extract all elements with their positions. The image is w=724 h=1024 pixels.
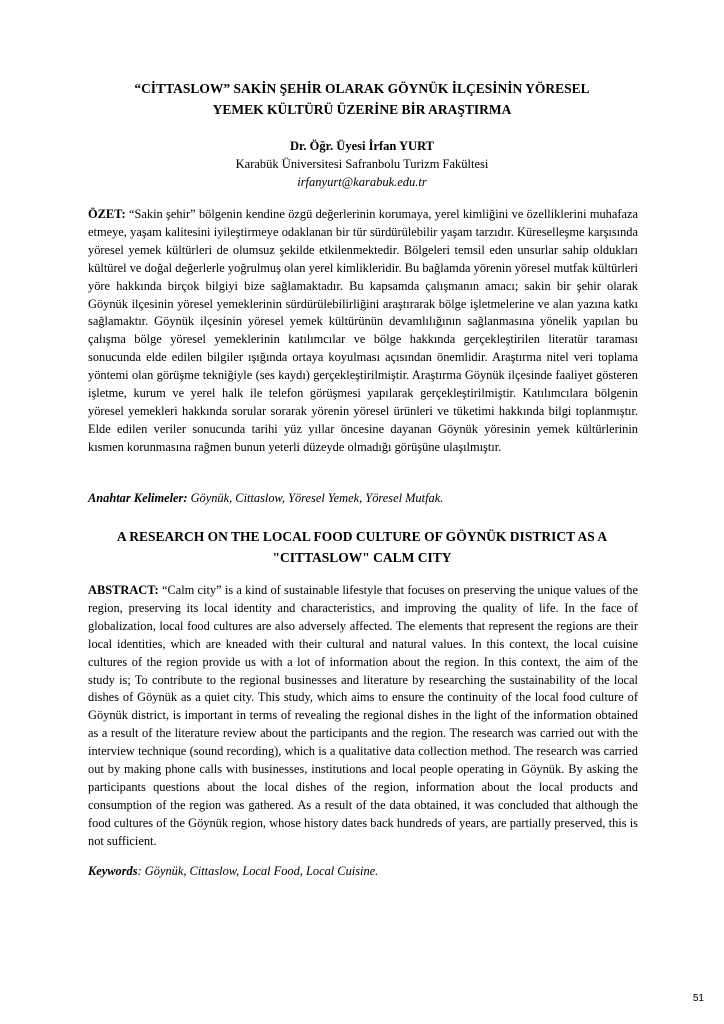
turkish-title (80, 78, 644, 120)
author-email[interactable]: irfanyurt@karabuk.edu.tr (297, 175, 427, 189)
turkish-abstract (88, 206, 638, 457)
turkish-abstract-label: ÖZET: (88, 207, 126, 221)
turkish-keywords-label: Anahtar Kelimeler: (88, 491, 188, 505)
english-abstract-text: “Calm city” is a kind of sustainable lifestyle that focuses on preserving the unique values of the region, preserving its local identity and characteristics, and improving the quality of life. In the face of globalization, local food cultures are also adversely affected. The elements that represent the regions are their local identities, which are kneaded with their cultural and natural values. In this context, the local cuisine cultures of the region provide us with a lot of information about the region. In this context, the aim of the study is; To contribute to the regional businesses and literature by researching the sustainability of the local dishes of Göynük as a quiet city. This study, which aims to ensure the continuity of the local food culture of Göynük district, is important in terms of revealing the regional dishes in the light of the information obtained as a result of the literature review about the participants and the region. The research was carried out with the interview technique (sound recording), which is a qualitative data collection method. The research was carried out by making phone calls with businesses, institutions and local people operating in Göynük. By asking the participants questions about the local dishes of the region, information about the local products and consumption of the region was gathered. As a result of the data obtained, it was concluded that although the food cultures of the Göynük region, whose history dates back hundreds of years, are partially preserved, this is not sufficient. (88, 583, 638, 848)
english-keywords (88, 862, 638, 880)
english-keywords-text: : Göynük, Cittaslow, Local Food, Local Cuisine. (137, 864, 379, 878)
author-block (80, 137, 644, 191)
turkish-title-line-1: “CİTTASLOW” SAKİN ŞEHİR OLARAK GÖYNÜK İLÇESİNİN YÖRESEL (134, 81, 590, 96)
english-abstract (88, 582, 638, 851)
page-number: 51 (692, 993, 704, 1004)
english-title (80, 526, 644, 568)
turkish-title-line-2: YEMEK KÜLTÜRÜ ÜZERİNE BİR ARAŞTIRMA (212, 102, 512, 117)
english-title-line-2: "CITTASLOW" CALM CITY (272, 550, 452, 565)
english-keywords-label: Keywords (88, 864, 138, 878)
turkish-keywords-text: Göynük, Cittaslow, Yöresel Yemek, Yöresel Mutfak. (187, 491, 444, 505)
author-name: Dr. Öğr. Üyesi İrfan YURT (289, 139, 434, 153)
author-affiliation: Karabük Üniversitesi Safranbolu Turizm Fakültesi (235, 157, 489, 171)
english-title-line-1: A RESEARCH ON THE LOCAL FOOD CULTURE OF GÖYNÜK DISTRICT AS A (116, 529, 608, 544)
turkish-abstract-text: “Sakin şehir” bölgenin kendine özgü değerlerinin korumaya, yerel kimliğini ve özelliklerini muhafaza etmeye, yaşam kalitesini iyileştirmeye odaklanan bir tür sürdürülebilir yaşam tarzıdır. Küreselleşme karşısında yöresel yemek kültürleri de olumsuz şekilde etkilenmektedir. Bölgeleri temsil eden unsurlar sahip oldukları kültürel ve doğal değerlerle yoğrulmuş olan yerel kimlikleridir. Bu bağlamda yörenin yöresel mutfak kültürleri yöre hakkında birçok bilgiyi bize sağlamaktadır. Bu kapsamda çalışmanın amacı; sakin bir şehir olarak Göynük ilçesinin yöresel yemeklerinin sürdürülebilirliğini araştırarak bölge işletmelerine ve alan yazına katkı sağlamaktır. Göynük ilçesinin yöresel yemek kültürünün devamlılığının sağlanmasına yönelik yapılan bu çalışma bölge yöresel yemeklerinin katılımcılar ve bölge hakkında gerçekleştirilen literatür taraması sonucunda elde edilen bilgiler ışığında ortaya koyulması açısından önemlidir. Araştırma nitel veri toplama yöntemi olan görüşme tekniğiyle (ses kaydı) gerçekleştirilmiştir. Araştırma Göynük ilçesinde faaliyet gösteren işletme, kurum ve yerel halk ile telefon görüşmesi yapılarak gerçekleştirilmiştir. Katılımcılara bölgenin yöresel yemekleri hakkında sorular sorarak yörenin yöresel ürünleri ve tüketimi hakkında bilgi toplanmıştır. Elde edilen veriler sonucunda tarihi yüz yıllar öncesine dayanan Göynük yöresinin yemek kültürlerinin kısmen korunmasına rağmen bunun yeterli düzeyde olmadığı görüşüne ulaşılmıştır. (88, 207, 639, 454)
english-abstract-label: ABSTRACT: (88, 583, 159, 597)
turkish-keywords (88, 489, 638, 507)
